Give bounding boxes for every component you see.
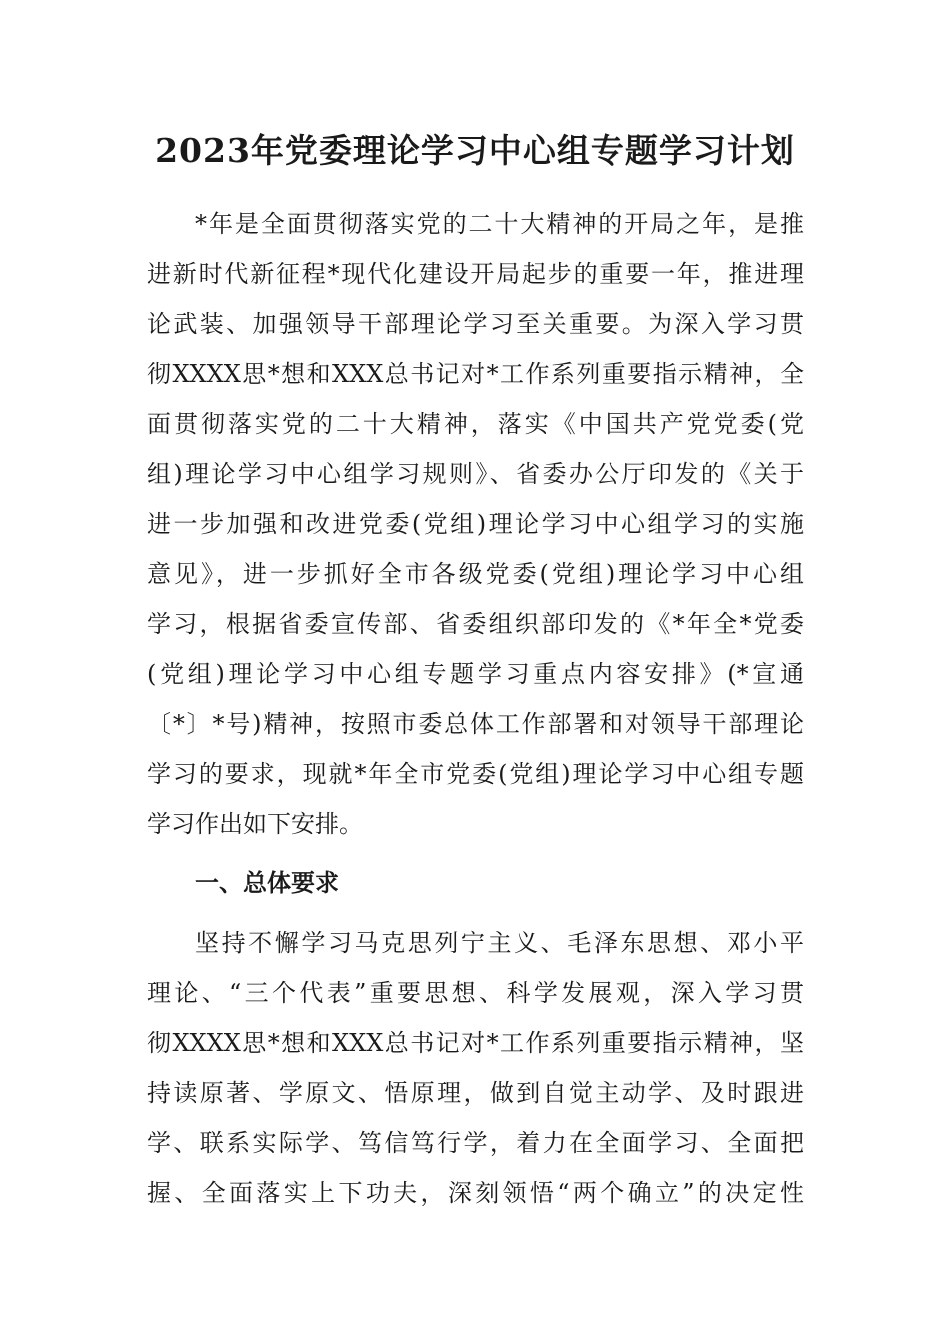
paragraph-line: 坚持不懈学习马克思列宁主义、毛泽东思想、邓小平 xyxy=(195,929,804,957)
paragraph-line: 彻XXXX思*想和XXX总书记对*工作系列重要指示精神，坚 xyxy=(147,1029,804,1057)
document-title: 2023年党委理论学习中心组专题学习计划 xyxy=(155,131,795,170)
paragraph-line: 学、联系实际学、笃信笃行学，着力在全面学习、全面把 xyxy=(147,1129,804,1157)
paragraph-line: 学习，根据省委宣传部、省委组织部印发的《*年全*党委 xyxy=(147,610,804,638)
paragraph-line: 彻XXXX思*想和XXX总书记对*工作系列重要指示精神，全 xyxy=(147,360,804,388)
paragraph-line: 〔*〕*号)精神，按照市委总体工作部署和对领导干部理论 xyxy=(147,710,804,738)
paragraph-line: 组)理论学习中心组学习规则》、省委办公厅印发的《关于 xyxy=(147,460,804,488)
paragraph-line: 学习作出如下安排。 xyxy=(147,810,363,838)
paragraph-line: 持读原著、学原文、悟原理，做到自觉主动学、及时跟进 xyxy=(147,1079,804,1107)
paragraph-line: 论武装、加强领导干部理论学习至关重要。为深入学习贯 xyxy=(147,310,804,338)
paragraph-line: 学习的要求，现就*年全市党委(党组)理论学习中心组专题 xyxy=(147,760,804,788)
paragraph-line: 进新时代新征程*现代化建设开局起步的重要一年，推进理 xyxy=(147,260,804,288)
section-heading: 一、总体要求 xyxy=(195,868,339,897)
paragraph-line: 面贯彻落实党的二十大精神，落实《中国共产党党委(党 xyxy=(147,410,804,438)
paragraph-line: (党组)理论学习中心组专题学习重点内容安排》(*宣通 xyxy=(147,660,804,688)
paragraph-line: 意见》，进一步抓好全市各级党委(党组)理论学习中心组 xyxy=(147,560,804,588)
paragraph-line: *年是全面贯彻落实党的二十大精神的开局之年，是推 xyxy=(195,210,804,238)
paragraph-line: 握、全面落实上下功夫，深刻领悟“两个确立”的决定性 xyxy=(147,1179,804,1207)
paragraph-line: 进一步加强和改进党委(党组)理论学习中心组学习的实施 xyxy=(147,510,804,538)
paragraph-line: 理论、“三个代表”重要思想、科学发展观，深入学习贯 xyxy=(147,979,804,1007)
